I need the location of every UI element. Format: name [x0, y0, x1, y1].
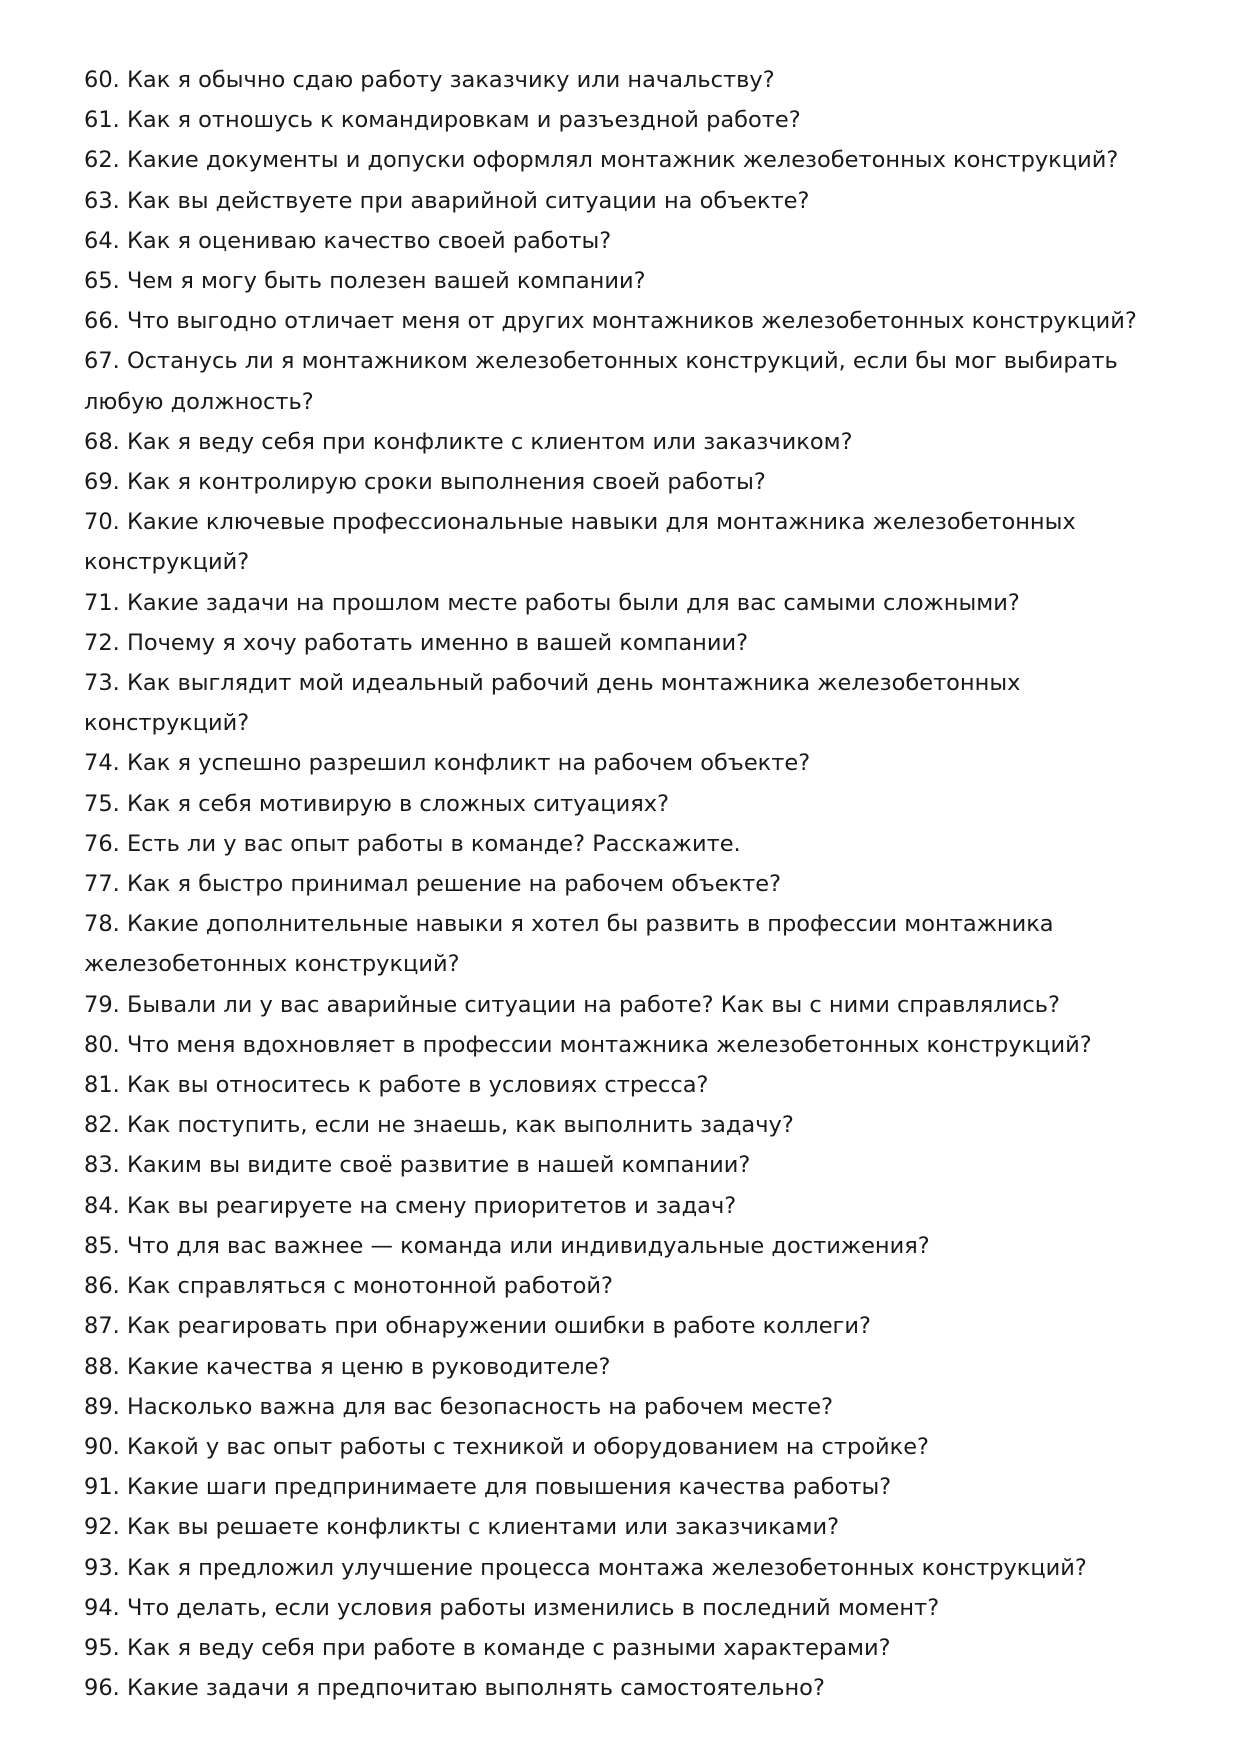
item-text: Есть ли у вас опыт работы в команде? Расскажите. [126, 830, 741, 857]
item-text: Какие документы и допуски оформлял монтажник железобетонных конструкций? [126, 147, 1119, 174]
list-item [84, 1467, 1174, 1507]
item-text: Как я контролирую сроки выполнения своей работы? [126, 469, 766, 496]
item-text: Что меня вдохновляет в профессии монтажника железобетонных конструкций? [126, 1031, 1092, 1058]
item-text: Почему я хочу работать именно в вашей компании? [126, 629, 749, 656]
item-text: Какие задачи на прошлом месте работы были для вас самыми сложными? [126, 589, 1020, 616]
item-text: Как я быстро принимал решение на рабочем объекте? [126, 871, 782, 898]
item-text: Какие задачи я предпочитаю выполнять самостоятельно? [126, 1675, 825, 1702]
item-number: 86. [84, 1273, 120, 1300]
item-text: Как я отношусь к командировкам и разъездной работе? [126, 107, 801, 134]
list-item [84, 1306, 1174, 1346]
question-list [84, 60, 1174, 1708]
item-text: Какие качества я ценю в руководителе? [126, 1353, 611, 1380]
item-number: 69. [84, 469, 120, 496]
list-item [84, 1226, 1174, 1266]
item-text: Как я веду себя при конфликте с клиентом или заказчиком? [126, 428, 853, 455]
item-text: Как вы решаете конфликты с клиентами или заказчиками? [126, 1514, 840, 1541]
list-item [84, 1548, 1174, 1588]
item-text: Как выглядит мой идеальный рабочий день монтажника железобетонных конструкций? [84, 670, 1021, 737]
item-number: 83. [84, 1152, 120, 1179]
item-text: Как вы относитесь к работе в условиях стресса? [126, 1072, 709, 1099]
item-text: Бывали ли у вас аварийные ситуации на работе? Как вы с ними справлялись? [126, 991, 1060, 1018]
item-number: 77. [84, 871, 120, 898]
item-number: 79. [84, 991, 120, 1018]
item-number: 78. [84, 911, 120, 938]
item-number: 90. [84, 1433, 120, 1460]
item-text: Останусь ли я монтажником железобетонных конструкций, если бы мог выбирать любую должность? [84, 348, 1118, 415]
item-text: Какие шаги предпринимаете для повышения качества работы? [126, 1474, 892, 1501]
item-number: 60. [84, 67, 120, 93]
item-number: 67. [84, 348, 120, 375]
item-number: 71. [84, 589, 120, 616]
item-number: 84. [84, 1192, 120, 1219]
list-item [84, 221, 1174, 261]
list-item [84, 1427, 1174, 1467]
list-item [84, 1347, 1174, 1387]
list-item [84, 181, 1174, 221]
list-item [84, 341, 1174, 421]
item-number: 73. [84, 670, 120, 697]
list-item [84, 784, 1174, 824]
item-number: 85. [84, 1232, 120, 1259]
item-text: Как я оцениваю качество своей работы? [126, 227, 612, 254]
item-number: 80. [84, 1031, 120, 1058]
list-item [84, 1105, 1174, 1145]
list-item [84, 904, 1174, 984]
item-number: 88. [84, 1353, 120, 1380]
item-number: 92. [84, 1514, 120, 1541]
list-item [84, 261, 1174, 301]
item-text: Как я предложил улучшение процесса монтажа железобетонных конструкций? [126, 1554, 1087, 1581]
item-text: Как я успешно разрешил конфликт на рабочем объекте? [126, 750, 811, 777]
item-number: 75. [84, 790, 120, 817]
item-text: Что для вас важнее — команда или индивидуальные достижения? [126, 1232, 930, 1259]
item-text: Как вы реагируете на смену приоритетов и задач? [126, 1192, 737, 1219]
item-number: 89. [84, 1393, 120, 1420]
list-item [84, 663, 1174, 743]
list-item [84, 1507, 1174, 1547]
list-item [84, 1628, 1174, 1668]
list-item [84, 1065, 1174, 1105]
list-item [84, 502, 1174, 582]
list-item [84, 1668, 1174, 1708]
item-number: 66. [84, 308, 120, 335]
item-text: Какие дополнительные навыки я хотел бы развить в профессии монтажника железобетонных конструкций? [84, 911, 1054, 978]
item-text: Чем я могу быть полезен вашей компании? [126, 268, 646, 295]
item-text: Какой у вас опыт работы с техникой и оборудованием на стройке? [126, 1433, 929, 1460]
list-item [84, 743, 1174, 783]
item-number: 65. [84, 268, 120, 295]
item-text: Как я себя мотивирую в сложных ситуациях? [126, 790, 670, 817]
item-text: Как я веду себя при работе в команде с разными характерами? [126, 1634, 891, 1661]
list-item [84, 864, 1174, 904]
item-number: 62. [84, 147, 120, 174]
item-text: Что делать, если условия работы изменились в последний момент? [126, 1594, 940, 1621]
list-item [84, 824, 1174, 864]
item-number: 96. [84, 1675, 120, 1702]
item-text: Как я обычно сдаю работу заказчику или начальству? [126, 67, 775, 93]
list-item [84, 1145, 1174, 1185]
item-number: 95. [84, 1634, 120, 1661]
list-item [84, 1266, 1174, 1306]
list-item [84, 1588, 1174, 1628]
item-number: 82. [84, 1112, 120, 1139]
item-number: 74. [84, 750, 120, 777]
item-number: 63. [84, 187, 120, 214]
list-item [84, 623, 1174, 663]
item-number: 87. [84, 1313, 120, 1340]
list-item [84, 1387, 1174, 1427]
list-item [84, 583, 1174, 623]
item-text: Как справляться с монотонной работой? [126, 1273, 613, 1300]
list-item [84, 301, 1174, 341]
item-text: Каким вы видите своё развитие в нашей компании? [126, 1152, 751, 1179]
item-text: Насколько важна для вас безопасность на рабочем месте? [126, 1393, 834, 1420]
list-item [84, 1025, 1174, 1065]
item-text: Что выгодно отличает меня от других монтажников железобетонных конструкций? [126, 308, 1137, 335]
list-item [84, 1186, 1174, 1226]
list-item [84, 100, 1174, 140]
item-text: Как реагировать при обнаружении ошибки в работе коллеги? [126, 1313, 871, 1340]
item-number: 93. [84, 1554, 120, 1581]
item-number: 64. [84, 227, 120, 254]
item-number: 94. [84, 1594, 120, 1621]
item-number: 81. [84, 1072, 120, 1099]
list-item [84, 422, 1174, 462]
item-number: 76. [84, 830, 120, 857]
list-item [84, 140, 1174, 180]
item-number: 68. [84, 428, 120, 455]
item-text: Как поступить, если не знаешь, как выполнить задачу? [126, 1112, 794, 1139]
item-text: Как вы действуете при аварийной ситуации на объекте? [126, 187, 810, 214]
item-number: 91. [84, 1474, 120, 1501]
list-item [84, 60, 1174, 100]
list-item [84, 985, 1174, 1025]
item-text: Какие ключевые профессиональные навыки для монтажника железобетонных конструкций? [84, 509, 1076, 576]
item-number: 61. [84, 107, 120, 134]
item-number: 70. [84, 509, 120, 536]
item-number: 72. [84, 629, 120, 656]
list-item [84, 462, 1174, 502]
